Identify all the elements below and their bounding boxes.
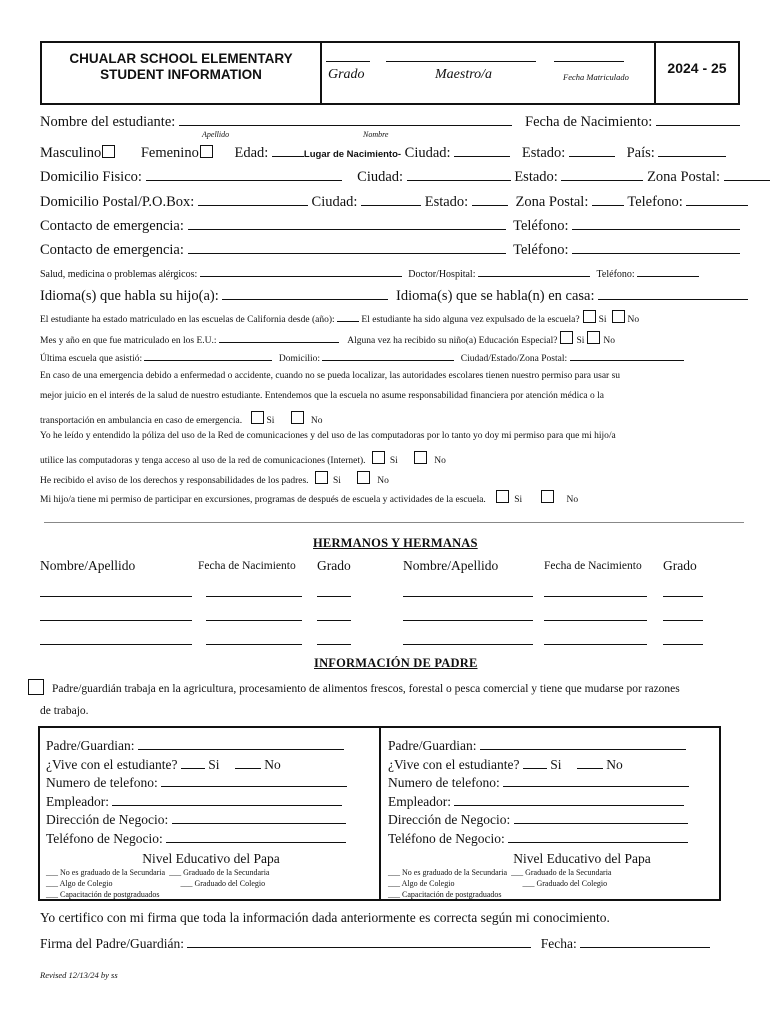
sibling-name-field[interactable] xyxy=(40,584,192,597)
guardian2-employer-row xyxy=(388,792,716,811)
mailing-phone-label: Telefono: xyxy=(627,194,683,210)
guardian2-phone-field[interactable] xyxy=(503,773,689,787)
last-school-address-label: Domicilio: xyxy=(278,354,321,364)
mailing-state-label: Estado: xyxy=(424,194,469,210)
network-no-label: No xyxy=(434,456,446,466)
nombre-hint: Nombre xyxy=(363,130,389,139)
siblings-grade-header-left: Grado xyxy=(317,558,351,573)
network-permission-text-2: utilice las computadoras y tenga acceso al uso de la red de comunicaciones (Internet). xyxy=(40,456,366,466)
signature-date-field[interactable] xyxy=(580,934,710,948)
father-business-phone-field[interactable] xyxy=(166,829,346,843)
father-lives-no-field[interactable] xyxy=(235,755,261,769)
parent-info-title: INFORMACIÓN DE PADRE xyxy=(314,656,478,670)
edad-field[interactable] xyxy=(272,143,304,157)
sibling-dob-field[interactable] xyxy=(544,608,647,621)
special-ed-yes-checkbox[interactable] xyxy=(560,331,573,344)
sibling-grade-field[interactable] xyxy=(663,608,703,621)
father-edu-hs-field[interactable]: ___ xyxy=(169,868,182,877)
expelled-no-checkbox[interactable] xyxy=(612,310,625,323)
father-phone-field[interactable] xyxy=(161,773,347,787)
guardian2-phone-label: Numero de telefono: xyxy=(388,775,500,790)
father-lives-yes-label: Si xyxy=(208,756,220,772)
expelled-yes-checkbox[interactable] xyxy=(583,310,596,323)
birth-city-label: Ciudad: xyxy=(404,145,451,161)
emergency-contact-2-label: Contacto de emergencia: xyxy=(40,242,184,258)
father-edu-hs-label: Graduado de la Secundaria xyxy=(183,868,270,877)
expelled-no-label: No xyxy=(627,315,640,325)
father-name-row xyxy=(46,736,376,755)
special-ed-no-label: No xyxy=(603,336,616,346)
siblings-title: HERMANOS Y HERMANAS xyxy=(313,536,478,550)
mailing-zip-field[interactable] xyxy=(592,192,624,206)
emergency-contact-2-field[interactable] xyxy=(188,240,506,254)
agriculture-text-1: Padre/guardián trabaja en la agricultura, procesamiento de alimentos frescos, forestal o pesca comercial y tiene que mudarse por razones xyxy=(52,683,680,695)
home-language-field[interactable] xyxy=(598,286,748,300)
mailing-city-field[interactable] xyxy=(361,192,421,206)
special-ed-yes-label: Si xyxy=(576,336,585,346)
guardian2-lives-row xyxy=(388,755,716,774)
father-edu-no-grad-field[interactable]: ___ xyxy=(46,868,58,877)
sibling-name-field[interactable] xyxy=(403,632,533,645)
student-name-label: Nombre del estudiante: xyxy=(40,114,176,130)
network-yes-checkbox[interactable] xyxy=(372,451,385,464)
guardian2-edu-some-college-field[interactable]: ___ xyxy=(388,879,400,888)
emergency-phone-2-label: Teléfono: xyxy=(513,242,569,258)
birthdate-field[interactable] xyxy=(656,112,740,126)
physical-zip-label: Zona Postal: xyxy=(647,169,720,185)
health-row xyxy=(40,266,699,280)
emergency-yes-label: Si xyxy=(266,416,275,426)
field-trip-no-label: No xyxy=(566,495,579,505)
mailing-address-label: Domicilio Postal/P.O.Box: xyxy=(40,194,195,210)
sibling-grade-field[interactable] xyxy=(317,584,351,597)
siblings-grade-header-right: Grado xyxy=(663,558,697,573)
fecha-matriculado-label: Fecha Matriculado xyxy=(563,72,629,82)
us-enrollment-label: Mes y año en que fue matriculado en los E.U.: xyxy=(40,336,217,346)
apellido-hint: Apellido xyxy=(202,130,230,139)
agriculture-row xyxy=(28,679,680,697)
emergency-no-label: No xyxy=(310,416,323,426)
student-name-field[interactable] xyxy=(179,112,512,126)
mother-column xyxy=(388,736,716,900)
father-edu-postgrad-label: Capacitación de postgraduados xyxy=(60,890,160,899)
guardian2-name-label: Padre/Guardian: xyxy=(388,738,477,753)
father-lives-no-label: No xyxy=(264,756,281,772)
siblings-name-header-left: Nombre/Apellido xyxy=(40,558,136,573)
fecha-matriculado-field[interactable] xyxy=(554,48,624,62)
father-edu-no-grad-label: No es graduado de la Secundaria xyxy=(60,868,166,877)
sibling-grade-field[interactable] xyxy=(317,608,351,621)
section-divider xyxy=(44,522,744,523)
header-divider-left xyxy=(320,43,322,103)
sibling-name-field[interactable] xyxy=(40,632,192,645)
mailing-state-field[interactable] xyxy=(472,192,508,206)
emergency-contact-1-field[interactable] xyxy=(188,216,506,230)
siblings-name-header-right: Nombre/Apellido xyxy=(403,558,499,573)
masculino-label: Masculino xyxy=(40,145,102,161)
expelled-label: El estudiante ha sido alguna vez expulsado de la escuela? xyxy=(361,315,580,325)
sibling-dob-field[interactable] xyxy=(206,632,302,645)
physical-state-label: Estado: xyxy=(514,169,558,185)
father-lives-yes-field[interactable] xyxy=(181,755,205,769)
expelled-yes-label: Si xyxy=(598,315,607,325)
us-enrollment-field[interactable] xyxy=(219,332,339,343)
parent-rights-yes-label: Si xyxy=(332,476,341,486)
father-business-address-label: Dirección de Negocio: xyxy=(46,812,169,827)
gender-row xyxy=(40,143,726,162)
last-school-row xyxy=(40,350,684,364)
agriculture-text-2: de trabajo. xyxy=(40,705,89,717)
siblings-dob-header-right: Fecha de Nacimiento xyxy=(544,560,642,572)
revision-note: Revised 12/13/24 by ss xyxy=(40,970,118,980)
parent-box xyxy=(38,726,721,901)
last-school-city-label: Ciudad/Estado/Zona Postal: xyxy=(460,354,568,364)
guardian2-edu-hs-field[interactable]: ___ xyxy=(511,868,524,877)
birth-state-label: Estado: xyxy=(521,145,566,161)
physical-city-label: Ciudad: xyxy=(357,169,404,185)
sibling-grade-field[interactable] xyxy=(663,632,703,645)
school-title xyxy=(42,51,320,83)
edad-label: Edad: xyxy=(234,145,269,161)
guardian2-employer-field[interactable] xyxy=(454,792,684,806)
father-employer-field[interactable] xyxy=(112,792,342,806)
parent-rights-no-label: No xyxy=(377,476,389,486)
network-permission-row xyxy=(40,451,446,466)
guardian2-business-phone-field[interactable] xyxy=(508,829,688,843)
guardian2-edu-postgrad-label: Capacitación de postgraduados xyxy=(402,890,502,899)
doctor-label: Doctor/Hospital: xyxy=(408,269,476,280)
guardian2-education-row-1 xyxy=(388,867,716,878)
emergency-contact-1-row xyxy=(40,216,740,235)
mailing-phone-field[interactable] xyxy=(686,192,748,206)
father-name-field[interactable] xyxy=(138,736,344,750)
father-education-title: Nivel Educativo del Papa xyxy=(142,851,280,866)
birth-city-field[interactable] xyxy=(454,143,510,157)
emergency-contact-1-label: Contacto de emergencia: xyxy=(40,218,184,234)
emergency-permission-row xyxy=(40,411,322,426)
signature-field[interactable] xyxy=(187,934,531,948)
father-phone-row xyxy=(46,773,376,792)
school-year: 2024 - 25 xyxy=(667,60,727,76)
emergency-permission-text-3: transportación en ambulancia en caso de emergencia. xyxy=(40,416,243,426)
physical-zip-field[interactable] xyxy=(724,167,770,181)
father-employer-label: Empleador: xyxy=(46,793,109,809)
guardian2-lives-label: ¿Vive con el estudiante? xyxy=(388,756,520,772)
physical-address-row xyxy=(40,167,770,186)
child-language-label: Idioma(s) que habla su hijo(a): xyxy=(40,288,219,304)
network-permission-text-1: Yo he leído y entendido la póliza del uso de la Red de comunicaciones y del uso de las computadoras por lo tanto yo doy mi permiso para que mi hijo/a xyxy=(40,431,616,441)
guardian2-lives-yes-field[interactable] xyxy=(523,755,547,769)
guardian2-employer-label: Empleador: xyxy=(388,793,451,809)
certification-text: Yo certifico con mi firma que toda la información dada anteriormente es correcta según mi conocimiento. xyxy=(40,910,610,925)
grado-label: Grado xyxy=(328,67,365,82)
field-trip-no-checkbox[interactable] xyxy=(541,490,554,503)
signature-row xyxy=(40,934,710,952)
last-school-city-field[interactable] xyxy=(570,350,684,361)
field-trip-text: Mi hijo/a tiene mi permiso de participar en excursiones, programas de después de escuela y actividades de la escuela. xyxy=(40,495,486,505)
father-employer-row xyxy=(46,792,376,811)
guardian2-name-row xyxy=(388,736,716,755)
emergency-phone-2-field[interactable] xyxy=(572,240,740,254)
guardian2-lives-yes-label: Si xyxy=(550,756,562,772)
guardian2-education-row-3 xyxy=(388,889,716,900)
guardian2-edu-hs-label: Graduado de la Secundaria xyxy=(525,868,612,877)
mailing-city-label: Ciudad: xyxy=(311,194,358,210)
father-edu-college-field[interactable]: ___ xyxy=(180,879,193,888)
father-edu-postgrad-field[interactable]: ___ xyxy=(46,890,58,899)
father-business-phone-label: Teléfono de Negocio: xyxy=(46,830,163,846)
student-name-row xyxy=(40,112,512,131)
birth-state-field[interactable] xyxy=(569,143,615,157)
us-enrollment-row xyxy=(40,331,615,346)
guardian2-edu-no-grad-field[interactable]: ___ xyxy=(388,868,400,877)
emergency-phone-1-field[interactable] xyxy=(572,216,740,230)
guardian2-business-address-label: Dirección de Negocio: xyxy=(388,812,511,827)
masculino-checkbox[interactable] xyxy=(102,145,115,158)
network-yes-label: Si xyxy=(389,456,398,466)
guardian2-edu-some-college-label: Algo de Colegio xyxy=(401,879,455,888)
femenino-label: Femenino xyxy=(140,145,199,161)
father-column xyxy=(46,736,376,900)
sibling-dob-field[interactable] xyxy=(544,584,647,597)
header-box xyxy=(40,41,740,105)
emergency-permission-text-1: En caso de una emergencia debido a enfermedad o accidente, cuando no se pueda localizar, las autoridades escolares tienen nuestro permiso para usar su xyxy=(40,371,621,381)
last-school-field[interactable] xyxy=(144,350,272,361)
network-no-checkbox[interactable] xyxy=(414,451,427,464)
grado-field[interactable] xyxy=(326,48,370,62)
mailing-zip-label: Zona Postal: xyxy=(515,194,589,210)
agriculture-checkbox[interactable] xyxy=(28,679,44,695)
birthdate-row xyxy=(525,112,740,131)
field-trip-yes-checkbox[interactable] xyxy=(496,490,509,503)
sibling-grade-field[interactable] xyxy=(317,632,351,645)
form-title: STUDENT INFORMATION xyxy=(100,67,262,82)
enrollment-ca-row xyxy=(40,310,639,325)
parent-rights-no-checkbox[interactable] xyxy=(357,471,370,484)
physical-address-field[interactable] xyxy=(146,167,342,181)
guardian2-edu-college-label: Graduado del Colegio xyxy=(536,879,608,888)
guardian2-business-address-row xyxy=(388,810,716,829)
health-label: Salud, medicina o problemas alérgicos: xyxy=(40,269,198,280)
guardian2-lives-no-field[interactable] xyxy=(577,755,603,769)
special-ed-no-checkbox[interactable] xyxy=(587,331,600,344)
guardian2-edu-no-grad-label: No es graduado de la Secundaria xyxy=(402,868,508,877)
siblings-dob-header-left: Fecha de Nacimiento xyxy=(198,560,296,572)
guardian2-edu-college-field[interactable]: ___ xyxy=(522,879,535,888)
father-lives-row xyxy=(46,755,376,774)
birth-country-field[interactable] xyxy=(658,143,726,157)
health-field[interactable] xyxy=(200,266,402,277)
parent-box-divider xyxy=(379,728,381,899)
signature-date-label: Fecha: xyxy=(540,936,577,951)
father-edu-college-label: Graduado del Colegio xyxy=(194,879,266,888)
father-business-address-row xyxy=(46,810,376,829)
birthdate-label: Fecha de Nacimiento: xyxy=(525,114,653,130)
sibling-name-field[interactable] xyxy=(403,584,533,597)
guardian2-business-address-field[interactable] xyxy=(514,810,688,824)
father-education-row-3 xyxy=(46,889,376,900)
child-language-field[interactable] xyxy=(222,286,388,300)
father-business-phone-row xyxy=(46,829,376,848)
sibling-dob-field[interactable] xyxy=(206,608,302,621)
sibling-dob-field[interactable] xyxy=(206,584,302,597)
enrollment-ca-label: El estudiante ha estado matriculado en las escuelas de California desde (año): xyxy=(40,315,335,325)
guardian2-business-phone-row xyxy=(388,829,716,848)
sibling-name-field[interactable] xyxy=(403,608,533,621)
field-trip-row xyxy=(40,490,578,505)
maestro-field[interactable] xyxy=(386,48,536,62)
birth-country-label: País: xyxy=(626,145,655,161)
father-name-label: Padre/Guardian: xyxy=(46,738,135,753)
field-trip-yes-label: Si xyxy=(514,495,523,505)
father-lives-label: ¿Vive con el estudiante? xyxy=(46,756,178,772)
guardian2-name-field[interactable] xyxy=(480,736,686,750)
last-school-label: Última escuela que asistió: xyxy=(40,354,143,364)
language-row xyxy=(40,286,748,305)
physical-address-label: Domicilio Fisico: xyxy=(40,169,142,185)
doctor-field[interactable] xyxy=(478,266,590,277)
sibling-grade-field[interactable] xyxy=(663,584,703,597)
femenino-checkbox[interactable] xyxy=(200,145,213,158)
father-education-row-1 xyxy=(46,867,376,878)
home-language-label: Idioma(s) que se habla(n) en casa: xyxy=(396,288,595,304)
physical-city-field[interactable] xyxy=(407,167,511,181)
school-name: CHUALAR SCHOOL ELEMENTARY xyxy=(69,51,293,66)
parent-rights-yes-checkbox[interactable] xyxy=(315,471,328,484)
guardian2-education-row-2 xyxy=(388,878,716,889)
enrollment-ca-field[interactable] xyxy=(337,311,359,322)
guardian2-business-phone-label: Teléfono de Negocio: xyxy=(388,830,505,846)
sibling-name-field[interactable] xyxy=(40,608,192,621)
father-business-address-field[interactable] xyxy=(172,810,346,824)
guardian2-lives-no-label: No xyxy=(606,756,623,772)
sibling-dob-field[interactable] xyxy=(544,632,647,645)
father-edu-some-college-label: Algo de Colegio xyxy=(59,879,113,888)
lugar-nacimiento-label: Lugar de Nacimiento- xyxy=(303,149,402,160)
emergency-no-checkbox[interactable] xyxy=(291,411,304,424)
father-education-row-2 xyxy=(46,878,376,889)
mailing-address-row xyxy=(40,192,748,211)
parent-rights-text: He recibido el aviso de los derechos y responsabilidades de los padres. xyxy=(40,476,309,486)
emergency-contact-2-row xyxy=(40,240,740,259)
guardian2-edu-postgrad-field[interactable]: ___ xyxy=(388,890,400,899)
signature-label: Firma del Padre/Guardián: xyxy=(40,936,184,951)
doctor-phone-label: Teléfono: xyxy=(596,269,635,280)
physical-state-field[interactable] xyxy=(561,167,643,181)
guardian2-education-title: Nivel Educativo del Papa xyxy=(513,851,651,866)
special-ed-label: Alguna vez ha recibido su niño(a) Educación Especial? xyxy=(347,336,558,346)
emergency-permission-text-2: mejor juicio en el interés de la salud de nuestro estudiante. Entendemos que la escuela no asume responsabilidad financiera por atención médica o la xyxy=(40,391,604,401)
emergency-yes-checkbox[interactable] xyxy=(251,411,264,424)
last-school-address-field[interactable] xyxy=(322,350,454,361)
emergency-phone-1-label: Teléfono: xyxy=(513,218,569,234)
parent-rights-row xyxy=(40,471,389,486)
father-edu-some-college-field[interactable]: ___ xyxy=(46,879,58,888)
maestro-label: Maestro/a xyxy=(435,67,493,82)
father-phone-label: Numero de telefono: xyxy=(46,775,158,790)
mailing-address-field[interactable] xyxy=(198,192,308,206)
guardian2-phone-row xyxy=(388,773,716,792)
doctor-phone-field[interactable] xyxy=(637,266,699,277)
